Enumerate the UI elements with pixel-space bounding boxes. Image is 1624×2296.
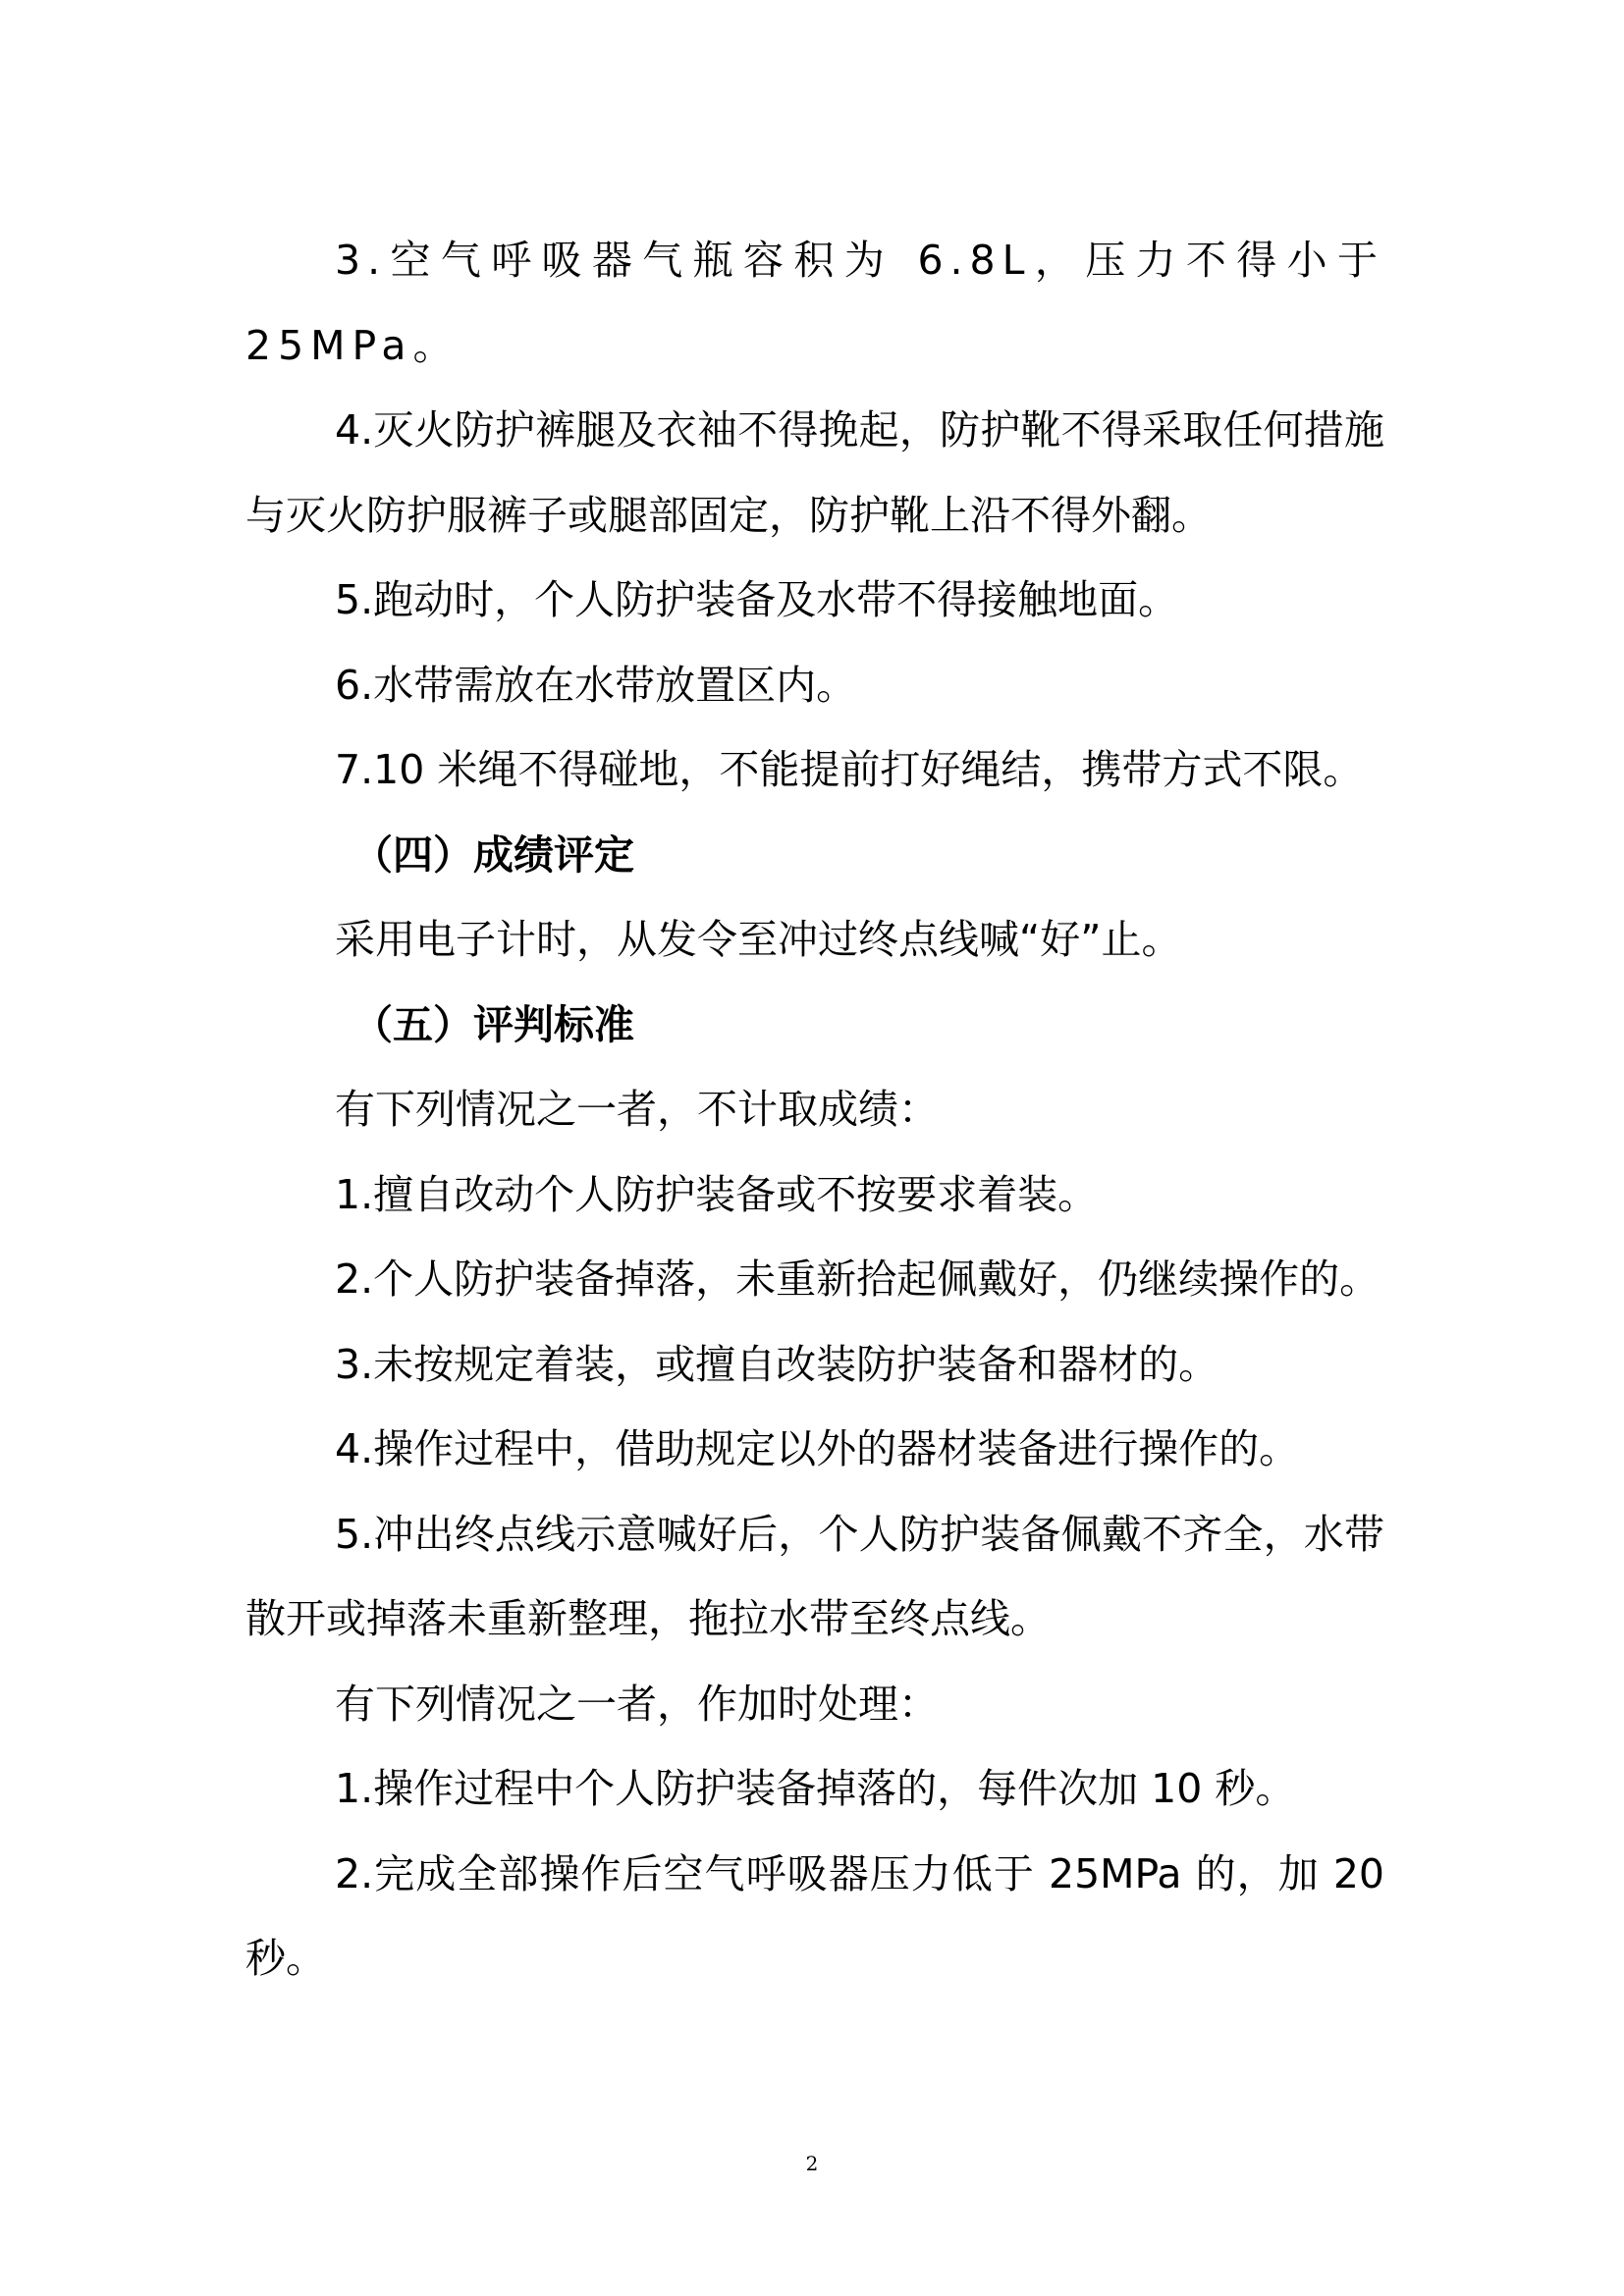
paragraph-disqualification-intro: 有下列情况之一者，不计取成绩： <box>335 1086 939 1133</box>
paragraph-running-rule: 5.跑动时，个人防护装备及水带不得接触地面。 <box>335 576 1179 623</box>
paragraph-penalty-item-1: 1.操作过程中个人防护装备掉落的，每件次加 10 秒。 <box>335 1765 1296 1812</box>
section-heading-scoring: （四）成绩评定 <box>352 830 634 879</box>
paragraph-disqualification-item-1: 1.擅自改动个人防护装备或不按要求着装。 <box>335 1170 1099 1218</box>
paragraph-disqualification-item-3: 3.未按规定着装，或擅自改装防护装备和器材的。 <box>335 1340 1219 1388</box>
paragraph-electronic-timing: 采用电子计时，从发令至冲过终点线喊“好”止。 <box>335 916 1182 963</box>
paragraph-disqualification-item-4: 4.操作过程中，借助规定以外的器材装备进行操作的。 <box>335 1425 1300 1472</box>
paragraph-penalty-intro: 有下列情况之一者，作加时处理： <box>335 1680 939 1728</box>
page-number: 2 <box>805 2152 819 2175</box>
paragraph-rope-rule: 7.10 米绳不得碰地，不能提前打好绳结，携带方式不限。 <box>335 746 1364 793</box>
section-heading-judging-standards: （五）评判标准 <box>352 1000 634 1048</box>
paragraph-disqualification-item-5: 5.冲出终点线示意喊好后，个人防护装备佩戴不齐全，水带散开或掉落未重新整理，拖拉水带至终点线。 <box>245 1510 1384 1642</box>
paragraph-penalty-item-2: 2.完成全部操作后空气呼吸器压力低于 25MPa 的，加 20 秒。 <box>245 1849 1384 1982</box>
paragraph-sleeves-and-boots: 4.灭火防护裤腿及衣袖不得挽起，防护靴不得采取任何措施与灭火防护服裤子或腿部固定，防护靴上沿不得外翻。 <box>245 406 1384 539</box>
paragraph-disqualification-item-2: 2.个人防护装备掉落，未重新拾起佩戴好，仍继续操作的。 <box>335 1255 1380 1303</box>
document-body <box>245 218 1384 2002</box>
paragraph-air-cylinder-volume: 3.空气呼吸器气瓶容积为 6.8L，压力不得小于 25MPa。 <box>245 237 1384 369</box>
paragraph-hose-placement: 6.水带需放在水带放置区内。 <box>335 661 857 709</box>
